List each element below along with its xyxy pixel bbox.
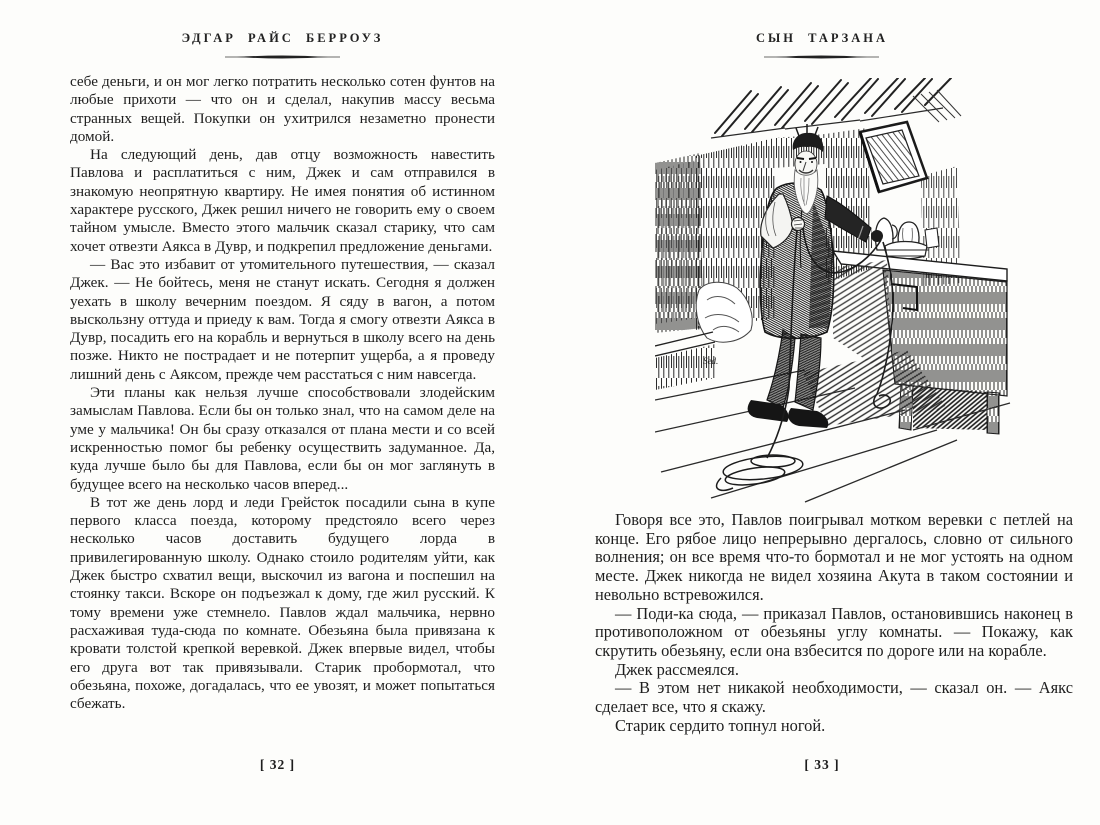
table-leg-right <box>987 392 999 434</box>
cup <box>925 228 939 248</box>
paragraph: себе деньги, и он мог легко потратить несколько сотен фунтов на любые прихоти — что он и сделал, накупив массу весьма странных вещей. Покупки он ухитрился незаметно пронести домой. <box>70 73 495 145</box>
skylight-window <box>860 122 927 192</box>
page-number-left: [ 32 ] <box>259 757 296 772</box>
illustration <box>655 78 1015 503</box>
ceiling-hatch-right <box>913 90 961 122</box>
running-header-right: СЫН ТАРЗАНА <box>755 31 889 45</box>
illustrator-signature: Sed. <box>703 356 719 366</box>
paragraph: Джек рассмеялся. <box>615 659 739 679</box>
header-divider-left <box>225 53 340 61</box>
right-page-text <box>595 511 1073 735</box>
rope-coil <box>717 453 804 491</box>
paragraph: Старик сердито топнул ногой. <box>615 715 826 735</box>
paragraph: — Поди-ка сюда, — приказал Павлов, остановившись наконец в противоположном от обезьяны углу комнаты. — Покажу, как скрутить обезьяну, если она взбесится по дороге или на корабле. <box>595 603 1073 660</box>
paragraph: Эти планы как нельзя лучше способствовали злодейским замыслам Павлова. Если бы он только знал, что на самом деле на уме у мальчика! Он бы сразу отказался от плана мести и со всей искренностью помог бы ребенку осуществить задуманное. Да, куда лучше было бы для Павлова, если бы он мог заглянуть в будущее всего на несколько часов вперед... <box>70 384 495 493</box>
ceiling-rafters <box>715 78 951 136</box>
paragraph: На следующий день, дав отцу возможность навестить Павлова и расплатиться с ним, Джек и сам отправился в знакомую неопрятную квартиру. Не имея понятия об истинном характере русского, Джек решил ничего не говорить ему о своем тайном умысле. Вместо этого мальчик сказал старику, что сам хочет отвезти Аякса в Дувр, и подкрепил предложение деньгами. <box>70 146 495 255</box>
pavlov-rope-illustration <box>655 78 1015 503</box>
paragraph: Говоря все это, Павлов поигрывал мотком веревки с петлей на конце. Его рябое лицо непрерывно дергалось, словно от сильного волнения; он все время что-то бормотал и не мог устоять на одном месте. Джек никогда не видел хозяина Акута в таком состоянии и невольно встревожился. <box>595 510 1073 604</box>
paragraph: — Вас это избавит от утомительного путешествия, — сказал Джек. — Не бойтесь, меня не станут искать. Сегодня я должен уехать в школу вечерним поездом. Я сяду в вагон, а потом выскользну оттуда и приеду к вам. Тогда я смогу отвезти Аякса в Дувр, посадить его на корабль и вернуться в школу всего на день позже. Никто не пострадает и не потерпит ущерба, а я проведу лишний день с Аяксом, прежде чем расстаться с ним навсегда. <box>70 255 495 383</box>
right-page <box>550 0 1100 825</box>
paragraph: — В этом нет никакой необходимости, — сказал он. — Аякс сделает все, что я скажу. <box>595 678 1073 717</box>
header-divider-right <box>764 53 879 61</box>
left-page-text <box>70 73 495 713</box>
running-header-left: ЭДГАР РАЙС БЕРРОУЗ <box>181 31 384 45</box>
page-number-right: [ 33 ] <box>804 757 840 772</box>
paragraph: В тот же день лорд и леди Грейсток посадили сына в купе первого класса поезда, которому предстояло всего через несколько часов доставить будущего лорда в привилегированную школу. Однако стоило родителям уйти, как Джек быстро схватил вещи, выскочил из вагона и поспешил на стоянку такси. Вскоре он подъезжал к дому, где жил русский. К тому времени уже стемнело. Павлов ждал мальчика, нервно расхаживая туда-сюда по комнате. Обезьяна была привязана к кровати толстой крепкой веревкой. Джек впервые видел, чтобы его друга вот так привязывали. Старик пробормотал, что обезьяна, похоже, догадалась, что ее увозят, и может попытаться сбежать. <box>70 493 495 713</box>
